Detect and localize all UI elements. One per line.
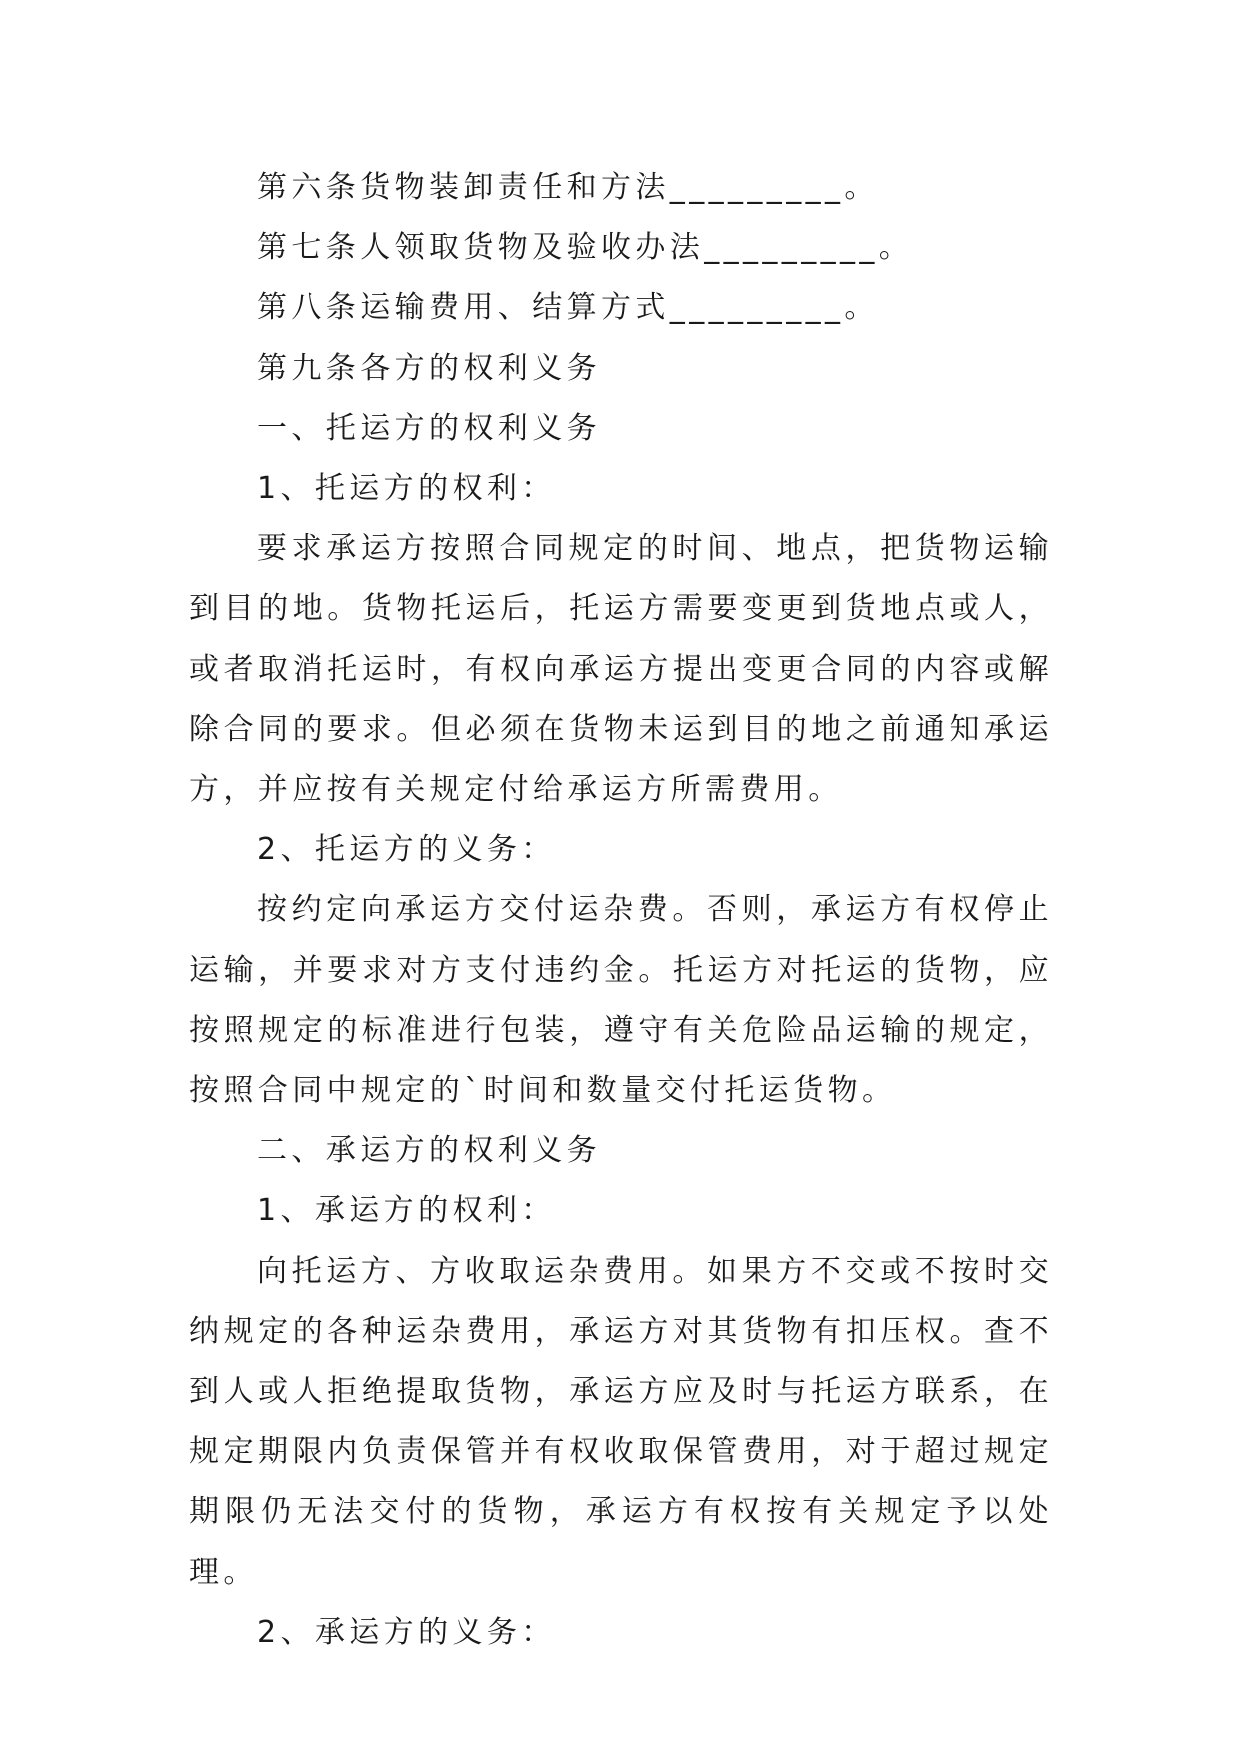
shipper-obligations-heading: 2、托运方的义务： [257,832,556,868]
clause-6-loading-unloading: 第六条货物装卸责任和方法_________。 [257,170,879,205]
section-shipper-heading: 一、托运方的权利义务 [257,410,601,446]
shipper-rights-text: 要求承运方按照合同规定的时间、地点，把货物运输到目的地。货物托运后，托运方需要变更到货地点或人，或者取消托运时，有权向承运方提出变更合同的内容或解除合同的要求。但必须在货物未运到目的地之前通知承运方，并应按有关规定付给承运方所需费用。 [189,531,1053,808]
shipper-obligations-text: 按约定向承运方交付运杂费。否则，承运方有权停止运输，并要求对方支付违约金。托运方对托运的货物，应按照规定的标准进行包装，遵守有关危险品运输的规定，按照合同中规定的`时间和数量交付托运货物。 [189,892,1053,1109]
clause-8-freight-settlement: 第八条运输费用、结算方式_________。 [257,290,879,326]
document-body [189,158,1053,1663]
clause-7-pickup-inspection: 第七条人领取货物及验收办法_________。 [257,230,914,266]
clause-9-rights-obligations: 第九条各方的权利义务 [257,350,601,386]
shipper-rights-heading: 1、托运方的权利： [257,471,556,507]
carrier-obligations-heading: 2、承运方的义务： [257,1614,556,1650]
carrier-rights-heading: 1、承运方的权利： [257,1193,556,1229]
carrier-rights-text: 向托运方、方收取运杂费用。如果方不交或不按时交纳规定的各种运杂费用，承运方对其货物有扣压权。查不到人或人拒绝提取货物，承运方应及时与托运方联系，在规定期限内负责保管并有权收取保管费用，对于超过规定期限仍无法交付的货物，承运方有权按有关规定予以处理。 [189,1253,1053,1590]
section-carrier-heading: 二、承运方的权利义务 [257,1133,601,1169]
